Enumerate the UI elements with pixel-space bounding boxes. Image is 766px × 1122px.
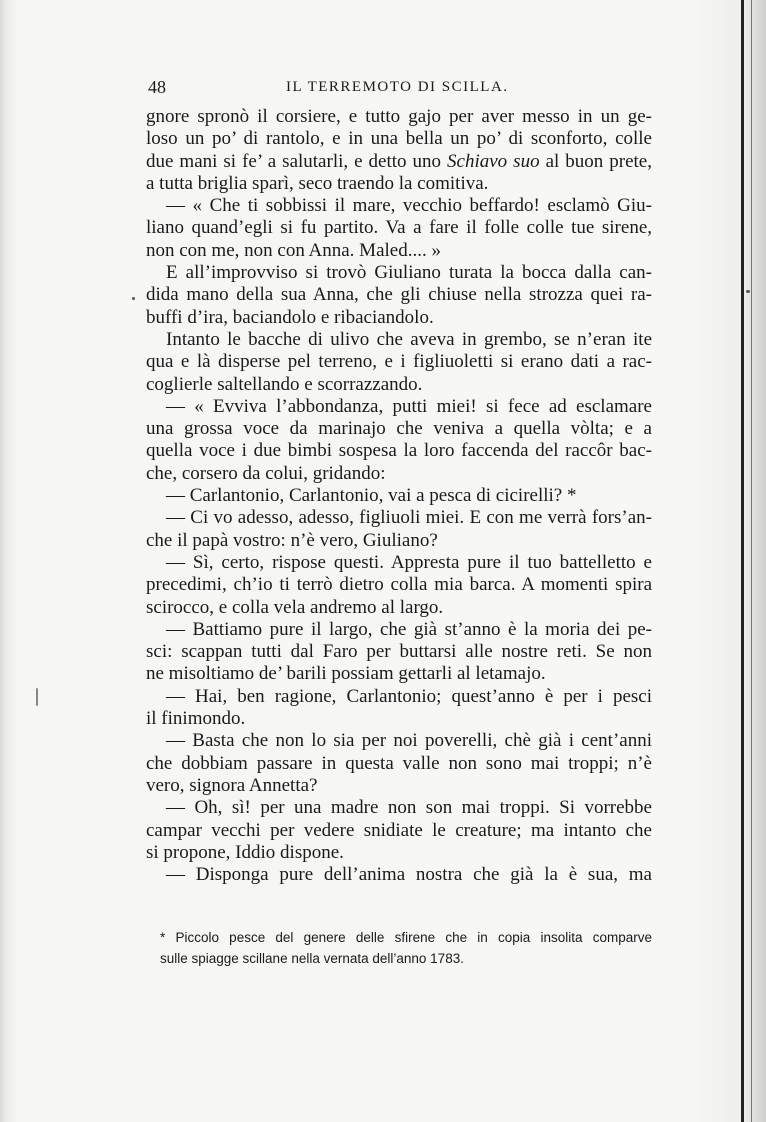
text-line: vero, signora Annetta? <box>146 774 318 796</box>
text-line: Intanto le bacche di ulivo che aveva in grembo, se n’eran ite <box>166 328 652 350</box>
ink-speck <box>746 290 750 293</box>
text-line: si propone, Iddio dispone. <box>146 841 344 863</box>
text-line: — Hai, ben ragione, Carlantonio; quest’anno è per i pesci <box>166 685 652 707</box>
ink-speck <box>132 297 135 300</box>
running-head <box>148 77 652 99</box>
text-line: — Carlantonio, Carlantonio, vai a pesca di cicirelli? * <box>166 485 577 507</box>
book-title: IL TERREMOTO DI SCILLA. <box>286 79 509 95</box>
text-line: — Battiamo pure il largo, che già st’anno è la moria dei pe- <box>166 618 652 640</box>
text-line: — Oh, sì! per una madre non son mai troppi. Si vorrebbe <box>166 797 652 819</box>
text-line: ne misoltiamo de’ barili possiam gettarli al letamajo. <box>146 663 546 685</box>
footnote-line: * Piccolo pesce del genere delle sfirene che in copia insolita comparve <box>160 930 652 945</box>
text-line: non con me, non con Anna. Maled.... » <box>146 239 441 261</box>
text-line: — Basta che non lo sia per noi poverelli, chè già i cent’anni <box>166 730 652 752</box>
text-line: buffi d’ira, baciandolo e ribaciandolo. <box>146 306 434 328</box>
page-edge-line <box>751 0 752 1122</box>
text-line: due mani si fe’ a salutarli, e detto uno Schiavo suo al buon prete, <box>146 150 652 172</box>
text-line: qua e là disperse pel terreno, e i figliuoletti si erano dati a rac- <box>146 351 652 373</box>
italic-phrase: Schiavo suo <box>447 150 540 172</box>
page-number: 48 <box>148 77 166 97</box>
footnote-line: sulle spiagge scillane nella vernata dell’anno 1783. <box>160 951 464 966</box>
text-line: che il papà vostro: n’è vero, Giuliano? <box>146 529 438 551</box>
text-line: — « Evviva l’abbondanza, putti miei! si fece ad esclamare <box>166 395 652 417</box>
text-line: sci: scappan tutti dal Faro per buttarsi alle nostre reti. Se non <box>146 641 652 663</box>
text-line: scirocco, e colla vela andremo al largo. <box>146 596 444 618</box>
text-line: — Sì, certo, rispose questi. Appresta pure il tuo battelletto e <box>166 551 652 573</box>
text-line: — « Che ti sobbissi il mare, vecchio beffardo! esclamò Giu- <box>166 195 652 217</box>
ink-speck <box>36 688 38 706</box>
text-line: gnore spronò il corsiere, e tutto gajo per aver messo in un ge- <box>146 106 652 127</box>
text-line: — Disponga pure dell’anima nostra che già la è sua, ma <box>166 864 652 886</box>
text-line: quella voce i due bimbi sospesa la loro faccenda del raccôr bac- <box>146 440 652 462</box>
page-edge-shadow <box>741 0 744 1122</box>
body-text <box>146 106 652 886</box>
text-line: che, corsero da colui, gridando: <box>146 462 386 484</box>
text-line: che dobbiam passare in questa valle non sono mai troppi; n’è <box>146 752 652 774</box>
text-line: una grossa voce da marinajo che veniva a quella vòlta; e a <box>146 418 652 440</box>
text-line: — Ci vo adesso, adesso, figliuoli miei. E con me verrà fors’an- <box>166 507 652 529</box>
text-line: liano quand’egli si fu partito. Va a fare il folle colle tue sirene, <box>146 217 652 239</box>
footnote <box>160 927 652 969</box>
text-line: loso un po’ di rantolo, e in una bella un po’ di sconforto, colle <box>146 128 652 150</box>
text-line: campar vecchi per vedere snidiate le creature; ma intanto che <box>146 819 652 841</box>
text-line: dida mano della sua Anna, che gli chiuse nella strozza quei ra- <box>146 284 652 306</box>
text-line: il finimondo. <box>146 708 246 730</box>
text-line: E all’improvviso si trovò Giuliano turata la bocca dalla can- <box>166 262 652 284</box>
text-line: a tutta briglia sparì, seco traendo la comitiva. <box>146 172 489 194</box>
text-line: precedimi, ch’io ti terrò dietro colla mia barca. A momenti spira <box>146 574 652 596</box>
text-line: coglierle saltellando e scorrazzando. <box>146 373 423 395</box>
